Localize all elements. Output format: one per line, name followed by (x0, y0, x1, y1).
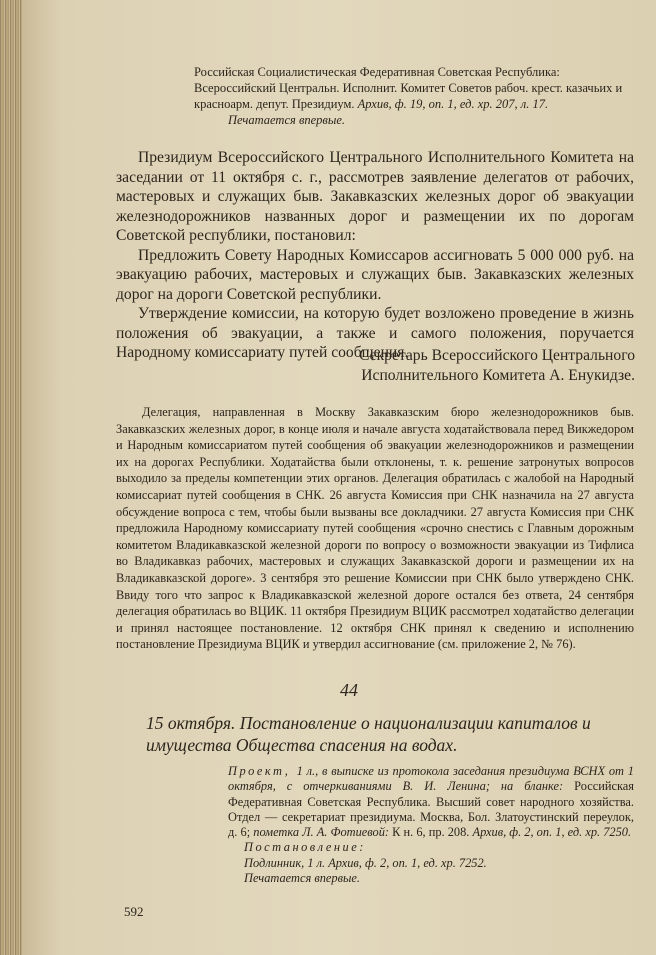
source-header-publication: Печатается впервые. (228, 113, 345, 127)
signature (315, 346, 635, 385)
meta-mark-text: К н. 6, пр. 208. (392, 825, 473, 840)
body-paragraph-3: Утверждение комиссии, на которую будет возложено проведение в жизнь положения об эвакуации, а также и самого положения, поручается Народному комиссариату путей сообщения. (116, 305, 634, 361)
page-number: 592 (124, 904, 144, 919)
meta-draft-label: Проект, (228, 764, 297, 778)
meta-archive: Архив, ф. 2, оп. 1, ед. хр. 7250. (472, 825, 632, 840)
meta-draft-text: 1 л., в выписке из протокола заседания президиума ВСНХ от 1 октября, с отчеркиваниями В. И. Ленина; на бланке: (228, 764, 634, 794)
document-number: 44 (340, 680, 358, 700)
source-header (194, 64, 634, 128)
resolution-body (116, 148, 634, 363)
meta-blank-text: Российская Федеративная Советская Республика. Высший совет народного хозяйства. Отдел — секретариат президиума. Москва, Бол. Златоустинский переулок, д. 6; (228, 779, 634, 840)
source-header-archive: Архив, ф. 19, оп. 1, ед. хр. 207, л. 17. (357, 97, 549, 111)
signature-line-2: Исполнительного Комитета А. Енукидзе. (361, 366, 635, 384)
footnote-commentary: Делегация, направленная в Москву Закавказским бюро железнодорожников быв. Закавказских железных дорог, в конце июля и начале августа ходатайствовала перед Викжедором и Народным комиссариатом путей сообщения об эвакуации железнодорожников и размещении их на дорогах Республики. Ходатайства были отклонены, т. к. решение затронутых вопросов выходило за пределы компетенции этих органов. Делегация обратилась с жалобой на Народный комиссариат путей сообщения в СНК. 26 августа Комиссия при СНК назначила на 27 августа обсуждение вопроса с тем, чтобы были вызваны все докладчики. 27 августа Комиссия при СНК предложила Народному комиссариату путей сообщения «срочно снестись с Главным дорожным комитетом Владикавказской железной дороги по вопросу о возможности эвакуации из Тифлиса во Владикавказ рабочих, мастеровых и служащих Закавказской дороги и размещении их на Владикавказской дороге». 3 сентября это решение Комиссии при СНК было утверждено СНК. Ввиду того что запрос к Владикавказской железной дороге остался без ответа, 24 сентября делегация обратилась во ВЦИК. 11 октября Президиум ВЦИК рассмотрел ходатайство делегации и принял настоящее постановление. 12 октября СНК принял к сведению и исполнению постановление Президиума ВЦИК и утвердил ассигнование (см. приложение 2, № 76). (116, 405, 634, 652)
meta-publication: Печатается впервые. (244, 871, 360, 886)
signature-line-1: Секретарь Всероссийского Центрального (359, 347, 635, 364)
source-header-text: Российская Социалистическая Федеративная Советская Республика: Всероссийский Центральн. Исполнит. Комитет Советов рабоч. крест. казачьих и красноарм. депут. Президиум. (194, 65, 623, 111)
meta-original: Подлинник, 1 л. Архив, ф. 2, оп. 1, ед. хр. 7252. (244, 855, 487, 870)
body-paragraph-2: Предложить Совету Народных Комиссаров ассигновать 5 000 000 руб. на эвакуацию рабочих, мастеровых и служащих быв. Закавказских железных дорог на дороги Советской республики. (116, 246, 634, 303)
body-paragraph-1: Президиум Всероссийского Центрального Исполнительного Комитета на заседании от 11 октября с. г., рассмотрев заявление делегатов от рабочих, мастеровых и служащих быв. Закавказских железных дорог об эвакуации железнодорожников названных дорог и размещении их по дорогам Советской республики, постановил: (116, 149, 634, 244)
document-metadata (228, 764, 634, 886)
meta-mark-label: пометка Л. А. Фотиевой: (253, 825, 393, 840)
document-title: 15 октября. Постановление о национализации капиталов и имущества Общества спасения на водах. (146, 713, 591, 755)
book-page-edges (0, 0, 22, 955)
meta-resolution-label: Постановление: (244, 840, 366, 855)
